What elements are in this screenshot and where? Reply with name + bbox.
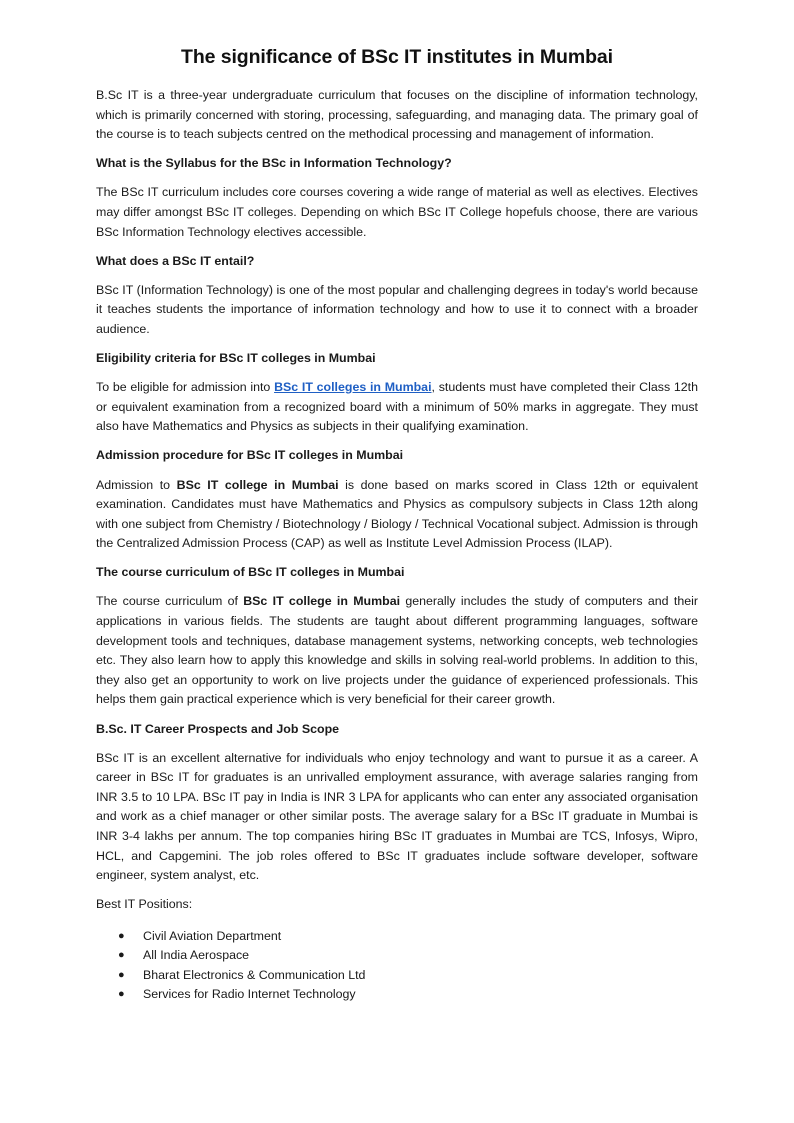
intro-paragraph: B.Sc IT is a three-year undergraduate curriculum that focuses on the discipline of information technology, which is primarily concerned with storing, processing, safeguarding, and managing data. The primary goal of the course is to teach subjects centred on the methodical processing and management of information. <box>96 88 698 142</box>
curriculum-paragraph <box>96 592 698 710</box>
list-item-text: Civil Aviation Department <box>143 928 282 943</box>
admission-heading: Admission procedure for BSc IT colleges in Mumbai <box>96 448 404 463</box>
bullet-icon: ● <box>118 968 125 981</box>
curriculum-heading: The course curriculum of BSc IT colleges in Mumbai <box>96 565 405 580</box>
career-heading: B.Sc. IT Career Prospects and Job Scope <box>96 721 340 736</box>
syllabus-paragraph: The BSc IT curriculum includes core courses covering a wide range of material as well as electives. Electives may differ amongst BSc IT colleges. Depending on which BSc IT College hopefuls choose, there are various BSc Information Technology electives accessible. <box>96 185 698 239</box>
entail-paragraph: BSc IT (Information Technology) is one of the most popular and challenging degrees in today's world because it teaches students the importance of information technology and how to use it to connect with a broader audience. <box>96 282 698 336</box>
eligibility-text-start: To be eligible for admission into <box>96 380 275 395</box>
positions-label: Best IT Positions: <box>96 897 193 912</box>
list-item-text: All India Aerospace <box>143 948 250 963</box>
career-paragraph: BSc IT is an excellent alternative for individuals who enjoy technology and want to pursue it as a career. A career in BSc IT for graduates is an unrivalled employment assurance, with average salaries ranging from INR 3.5 to 10 LPA. BSc IT pay in India is INR 3 LPA for applicants who can enter any associated organisation and work as a chief manager or other similar posts. The average salary for a BSc IT graduate in Mumbai is INR 3-4 lakhs per annum. The top companies hiring BSc IT graduates in Mumbai are TCS, Infosys, Wipro, HCL, and Capgemini. The job roles offered to BSc IT graduates include software developer, software engineer, system analyst, etc. <box>96 750 698 883</box>
curriculum-text-start: The course curriculum of <box>96 594 244 609</box>
bullet-icon: ● <box>118 929 125 942</box>
entail-heading: What does a BSc IT entail? <box>96 253 255 268</box>
admission-text-end: is done based on marks scored in Class 12th or equivalent examination. Candidates must have Mathematics and Physics as compulsory subjects in Class 12th along with one subject from Chemistry / Biotechnology / Biology / Technical Vocational subject. Admission is through the Centralized Admission Process (CAP) as well as Institute Level Admission Process (ILAP). <box>96 477 698 551</box>
curriculum-text-end: generally includes the study of computers and their applications in various fields. The students are taught about different programming languages, software development tools and techniques, database management systems, networking concepts, web technologies etc. They also learn how to apply this knowledge and skills in solving real-world problems. In addition to this, they also get an opportunity to work on live projects under the guidance of experienced professionals. This helps them gain practical experience which is very beneficial for their career growth. <box>96 594 698 707</box>
bsc-it-colleges-link[interactable]: BSc IT colleges in Mumbai <box>274 380 432 395</box>
admission-text-start: Admission to <box>96 477 177 492</box>
list-item <box>118 985 698 1005</box>
bullet-icon: ● <box>118 988 125 1001</box>
admission-bold-term: BSc IT college in Mumbai <box>176 477 339 492</box>
eligibility-text-end: , students must have completed their Class 12th or equivalent examination from a recognized board with a minimum of 50% marks in aggregate. They must also have Mathematics and Physics as subjects in their qualifying examination. <box>96 380 699 434</box>
bullet-icon: ● <box>118 949 125 962</box>
list-item <box>118 966 698 986</box>
page-title: The significance of BSc IT institutes in Mumbai <box>181 46 613 68</box>
positions-list <box>96 927 698 1005</box>
eligibility-heading: Eligibility criteria for BSc IT colleges in Mumbai <box>96 351 376 366</box>
curriculum-bold-term: BSc IT college in Mumbai <box>243 594 401 609</box>
list-item <box>118 946 698 966</box>
admission-paragraph <box>96 476 698 554</box>
list-item <box>118 927 698 947</box>
list-item-text: Bharat Electronics & Communication Ltd <box>143 967 366 982</box>
syllabus-heading: What is the Syllabus for the BSc in Information Technology? <box>96 156 452 171</box>
eligibility-paragraph <box>96 378 698 437</box>
list-item-text: Services for Radio Internet Technology <box>143 987 356 1002</box>
